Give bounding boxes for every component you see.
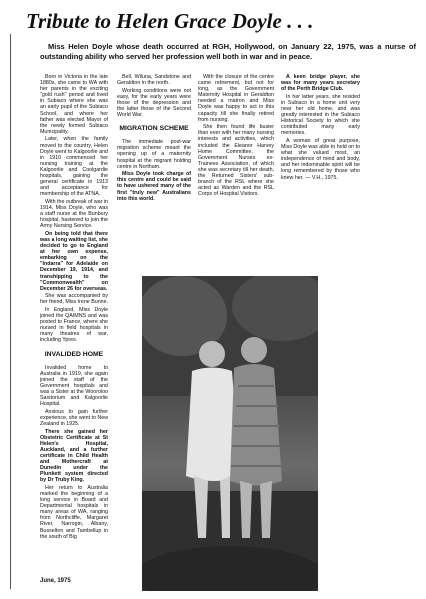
article-title: Tribute to Helen Grace Doyle . . . (26, 9, 314, 33)
column-1 (40, 74, 108, 584)
margin-rule (10, 34, 11, 589)
issue-date: June, 1975 (40, 578, 71, 584)
photo-two-nurses (142, 276, 318, 591)
paragraph: With the closure of the centre came retirement, but not for long, as the Government Maternity Hospital in Geraldton needed a matron and Miss Doyle was happy to act in this capacity till she finally retired from nursing. (198, 74, 274, 123)
paragraph: She then found life busier than ever with her many nursing interests and activities, which included the Eleanor Harvey Home Committee, the Government Nurses ex-Trainees Association, of which she was secretary till her death, the Returned Sisters' sub-branch of the RSL where she acted as Warden and the RSL Corps of Hospital Visitors. (198, 124, 274, 198)
article-intro: Miss Helen Doyle whose death occurred at RGH, Hollywood, on January 22, 1975, was a nurse of outstanding ability who served her profession well both in war and in peace. (40, 42, 416, 61)
paragraph: Later, when the family moved to the country, Helen Doyle went to Kalgoorlie and in 1910 commenced her nursing training at the Kalgoorlie and Coolgardie hospitals, gaining the general certificate in 1913 and acceptance for membership of the ATNA. (40, 136, 108, 198)
paragraph: Born in Victoria in the late 1880s, she came to WA with her parents in the exciting "gold rush" period and lived in Subiaco where she was an early pupil of the Subiaco School, and where her father was elected Mayor of the newly formed Subiaco Municipality. (40, 74, 108, 135)
section-heading-migration-scheme: MIGRATION SCHEME (119, 125, 189, 133)
paragraph: The immediate post-war migration scheme meant the opening up of a maternity hospital at the migrant holding centre in Northam. (117, 139, 191, 170)
paragraph: In England, Miss Doyle joined the QAIMNS and was posted to France, where she nursed in field hospitals in many theatres of war, including Ypres. (40, 306, 108, 344)
paragraph: A woman of great purpose, Miss Doyle was able to hold on to what she valued most, an independence of mind and body, and her indominable spirit will be long remembered by those who knew her. — V.H., 1975. (281, 137, 360, 181)
paragraph: Anxious to gain further experience, she went to New Zealand in 1925. (40, 408, 108, 427)
paragraph: In her latter years, she resided in Subiaco in a home unit very near her old home, and was greatly interested in the Subiaco Historical Society to which she contributed many early memories. (281, 93, 360, 137)
paragraph-bold: On being told that there was a long waiting list, she decided to go to England at her own expense, embarking on the "Indarra" for Adelaide on December 19, 1914, and transhipping to the "Commonwealth" on December 26 for overseas. (40, 230, 108, 292)
column-4 (281, 74, 360, 274)
photo-illustration (142, 276, 318, 591)
paragraph: Working conditions were not easy, for the early years were those of the depression and the latter those of the Second World War. (117, 87, 191, 119)
paragraph-bold: Miss Doyle took charge of this centre and could be said to have ushered many of the first "truly new" Australians into this world. (117, 171, 191, 202)
paragraph: With the outbreak of war in 1914, Miss Doyle, who was a staff nurse at the Bunbury hospital, hastened to join the Army Nursing Service. (40, 198, 108, 230)
section-heading-invalided-home: INVALIDED HOME (44, 350, 104, 358)
paragraph-bold: There she gained her Obstetric Certificate at St Helen's Hospital, Auckland, and a further certificate in Child Health and Mothercraft at Dunedin under the Plunkett system directed by Dr Truby King. (40, 428, 108, 484)
column-3 (198, 74, 274, 274)
column-2 (117, 74, 191, 274)
paragraph-bold: A keen bridge player, she was for many years secretary of the Perth Bridge Club. (281, 74, 360, 93)
paragraph: She was accompanied by her friend, Miss Irene Bunne. (40, 293, 108, 306)
paragraph: Invalided home to Australia in 1919, she again joined the staff of the Government hospitals and was a Sister at the Wooroloo Sanitorium and Kalgoorlie Hospital. (40, 364, 108, 408)
paragraph: Her return to Australia marked the beginning of a long service in Board and Departmental hospitals in many areas of WA, ranging from Northcliffe, Margaret River, Narrogin, Albany, Busselton and Tambellup in the south of Big (40, 484, 108, 540)
paragraph: Bell, Wiluna, Sandstone and Geraldton in the north. (117, 74, 191, 87)
